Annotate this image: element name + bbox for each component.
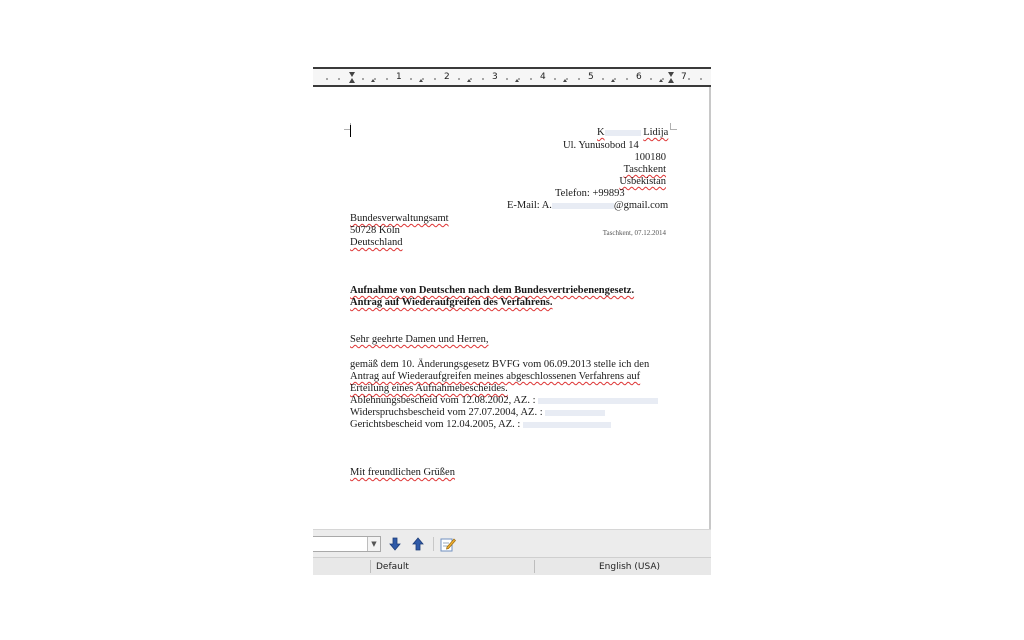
sender-postal: 100180 (634, 152, 666, 163)
body-line: Gerichtsbescheid vom 12.04.2005, AZ. : (350, 419, 611, 431)
chevron-down-icon[interactable]: ▼ (367, 537, 380, 551)
horizontal-ruler[interactable] (313, 67, 711, 87)
body-line: Ablehnungsbescheid vom 12.08.2002, AZ. : (350, 395, 658, 407)
ruler-number: 1 (396, 72, 402, 82)
sender-name: K Lidija (597, 127, 669, 138)
subject-line-2: Antrag auf Wiederaufgreifen des Verfahrens. (350, 297, 553, 308)
ruler-number: 7 (681, 72, 687, 82)
body-line: Antrag auf Wiederaufgreifen meines abgeschlossenen Verfahrens auf (350, 371, 641, 382)
sender-city: Taschkent (623, 164, 666, 175)
find-toolbar (313, 529, 711, 558)
sender-street: Ul. Yunusobod 14 (563, 140, 639, 151)
sender-email: E-Mail: A. @gmail.com (507, 200, 669, 211)
ruler-number: 3 (492, 72, 498, 82)
margin-corner (670, 123, 677, 130)
edit-icon (440, 536, 456, 552)
ruler-number: 6 (636, 72, 642, 82)
status-divider (534, 560, 535, 573)
arrow-down-icon (388, 537, 402, 551)
document-page[interactable] (313, 87, 711, 529)
page-style[interactable]: Default (376, 562, 409, 572)
arrow-up-icon (411, 537, 425, 551)
find-previous-button[interactable] (409, 535, 427, 553)
find-combobox[interactable] (313, 536, 381, 552)
language-status[interactable]: English (USA) (599, 562, 661, 572)
body-line: Erteilung eines Aufnahmebescheides. (350, 383, 508, 394)
ruler-number: 5 (588, 72, 594, 82)
body-line: Widerspruchsbescheid vom 27.07.2004, AZ. : (350, 407, 605, 419)
place-date: Taschkent, 07.12.2014 (602, 229, 666, 237)
status-bar (313, 557, 711, 575)
closing: Mit freundlichen Grüßen (350, 467, 455, 478)
recipient-name: Bundesverwaltungsamt (350, 213, 449, 224)
sender-phone: Telefon: +99893 (555, 188, 625, 199)
status-divider (370, 560, 371, 573)
find-replace-button[interactable] (439, 535, 457, 553)
ruler-ticks (313, 69, 711, 85)
body-line: gemäß dem 10. Änderungsgesetz BVFG vom 06.09.2013 stelle ich den (350, 359, 650, 370)
salutation: Sehr geehrte Damen und Herren, (350, 334, 489, 345)
sender-country: Usbekistan (619, 176, 666, 187)
subject-line-1: Aufnahme von Deutschen nach dem Bundesvertriebenengesetz. (350, 285, 635, 296)
toolbar-separator (433, 537, 434, 551)
text-cursor (350, 125, 351, 137)
ruler-number: 2 (444, 72, 450, 82)
recipient-country: Deutschland (350, 237, 403, 248)
ruler-number: 4 (540, 72, 546, 82)
recipient-city: 50728 Köln (350, 225, 400, 236)
find-next-button[interactable] (386, 535, 404, 553)
writer-window (313, 67, 711, 575)
